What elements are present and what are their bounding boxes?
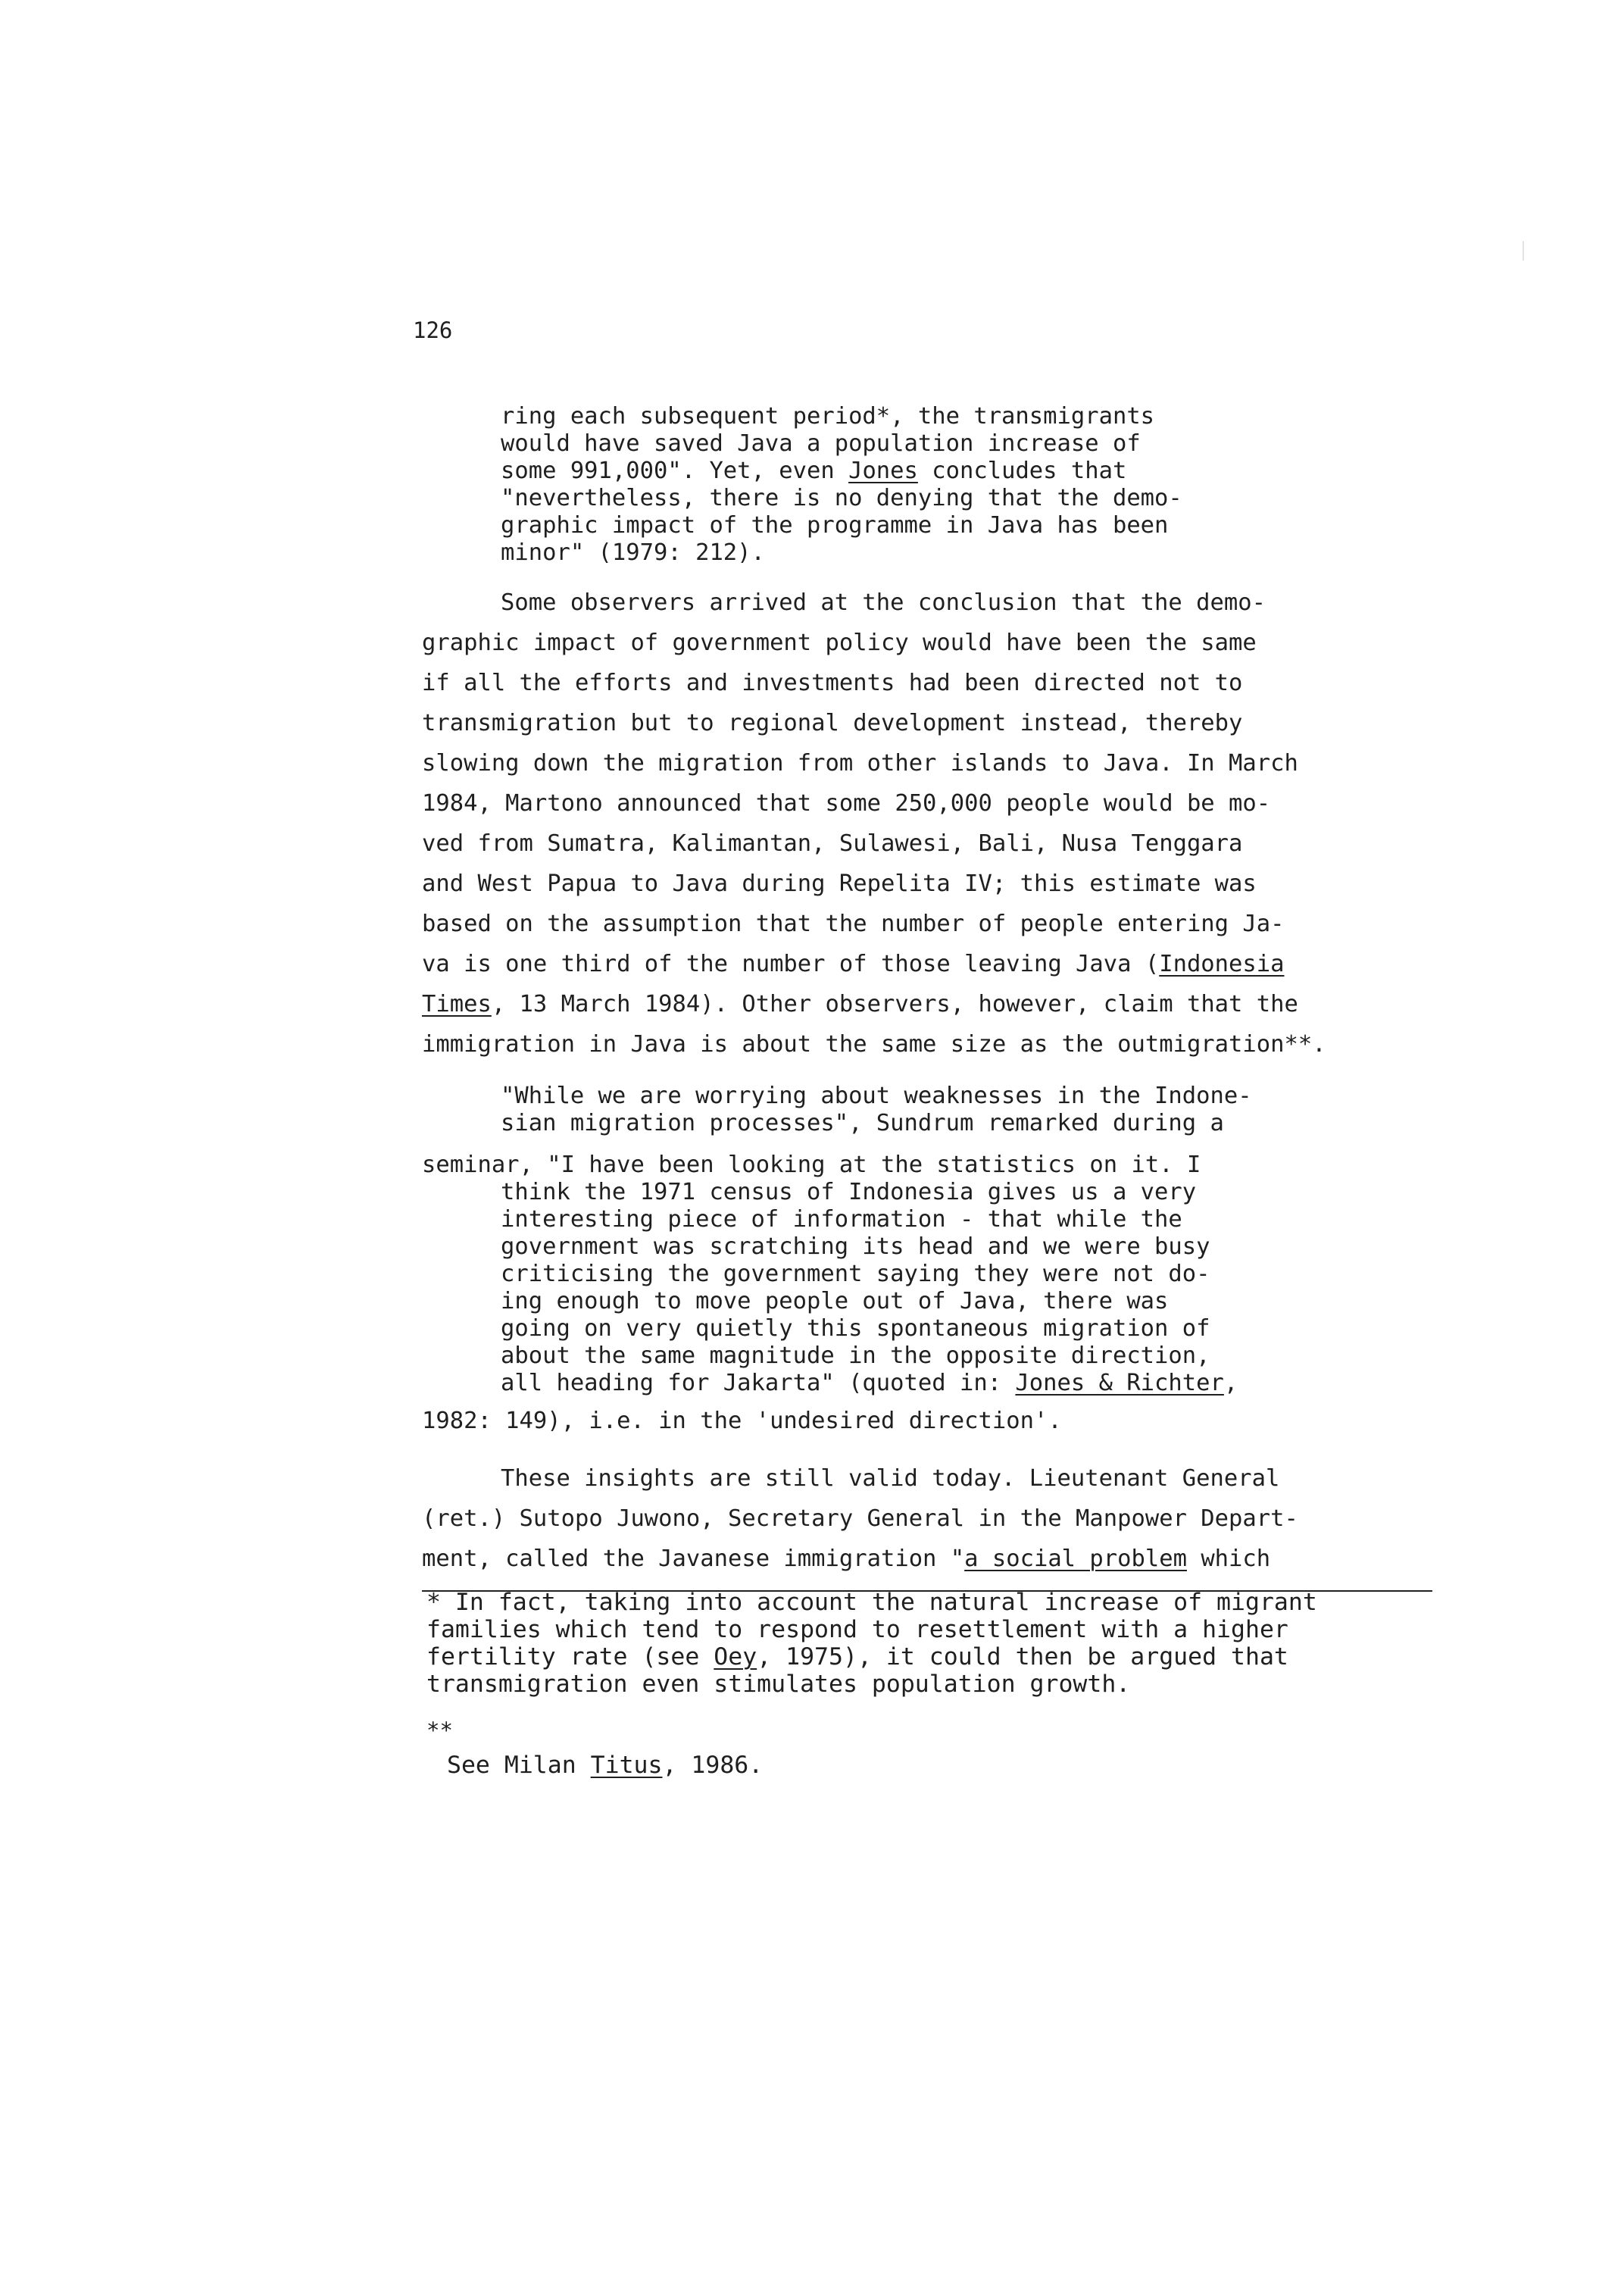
quote-line: criticising the government saying they were not do- <box>501 1261 1210 1287</box>
quote-line: interesting piece of information - that while the <box>501 1206 1182 1233</box>
quote-line: "nevertheless, there is no denying that the demo- <box>501 485 1182 511</box>
quote-line: minor" (1979: 212). <box>501 539 765 566</box>
footnote-marker: ** <box>426 1717 453 1743</box>
quoted-social-problem: a social problem <box>964 1546 1187 1572</box>
body-line: ved from Sumatra, Kalimantan, Sulawesi, Bali, Nusa Tenggara <box>422 830 1243 857</box>
footnote-line: families which tend to respond to resettlement with a higher <box>426 1616 1288 1643</box>
quote-line: some 991,000". Yet, even Jones concludes that <box>501 458 1127 484</box>
footnote-line: fertility rate (see Oey, 1975), it could then be argued that <box>426 1643 1288 1671</box>
footnote-line: transmigration even stimulates population growth. <box>426 1671 1131 1698</box>
quote-line: government was scratching its head and we were busy <box>501 1233 1210 1260</box>
margin-mark <box>1522 241 1524 261</box>
quote-line: think the 1971 census of Indonesia gives us a very <box>501 1179 1197 1205</box>
body-line: immigration in Java is about the same size as the outmigration**. <box>422 1031 1326 1058</box>
body-line: These insights are still valid today. Lieutenant General <box>501 1465 1280 1492</box>
quote-line: "While we are worrying about weaknesses in the Indone- <box>501 1083 1252 1109</box>
citation-jones-richter: Jones & Richter <box>1015 1370 1224 1396</box>
citation-titus: Titus <box>590 1752 663 1779</box>
body-line: 1984, Martono announced that some 250,000 people would be mo- <box>422 790 1271 817</box>
page-number: 126 <box>413 317 453 343</box>
quote-line: going on very quietly this spontaneous migration of <box>501 1315 1210 1342</box>
quote-line: ing enough to move people out of Java, there was <box>501 1288 1169 1314</box>
body-line: transmigration but to regional development instead, thereby <box>422 710 1243 736</box>
quote-line: would have saved Java a population increase of <box>501 430 1141 457</box>
quote-line: seminar, "I have been looking at the statistics on it. I <box>422 1152 1201 1178</box>
body-line: Some observers arrived at the conclusion that the demo- <box>501 589 1266 616</box>
body-line: slowing down the migration from other islands to Java. In March <box>422 750 1298 777</box>
body-line: va is one third of the number of those leaving Java (Indonesia <box>422 951 1285 977</box>
body-line: and West Papua to Java during Repelita IV; this estimate was <box>422 870 1257 897</box>
body-line: Times, 13 March 1984). Other observers, however, claim that the <box>422 991 1298 1017</box>
body-line: graphic impact of government policy would have been the same <box>422 630 1257 656</box>
quote-line: all heading for Jakarta" (quoted in: Jones & Richter, <box>501 1370 1238 1396</box>
citation-times: Times <box>422 991 492 1017</box>
body-line: based on the assumption that the number of people entering Ja- <box>422 911 1285 937</box>
body-line: ment, called the Javanese immigration "a social problem which <box>422 1546 1271 1572</box>
quote-line: sian migration processes", Sundrum remarked during a <box>501 1110 1224 1136</box>
citation-indonesia: Indonesia <box>1159 951 1285 977</box>
footnote-line: See Milan Titus, 1986. <box>447 1752 764 1779</box>
body-line: if all the efforts and investments had been directed not to <box>422 670 1243 696</box>
footnote-line: * In fact, taking into account the natural increase of migrant <box>426 1589 1317 1616</box>
quote-line: graphic impact of the programme in Java has been <box>501 512 1169 539</box>
citation-jones: Jones <box>848 458 918 484</box>
quote-line: ring each subsequent period*, the transmigrants <box>501 403 1155 430</box>
citation-oey: Oey <box>714 1643 757 1671</box>
quote-line: 1982: 149), i.e. in the 'undesired direction'. <box>422 1408 1062 1434</box>
quote-line: about the same magnitude in the opposite direction, <box>501 1342 1210 1369</box>
body-line: (ret.) Sutopo Juwono, Secretary General in the Manpower Depart- <box>422 1505 1298 1532</box>
